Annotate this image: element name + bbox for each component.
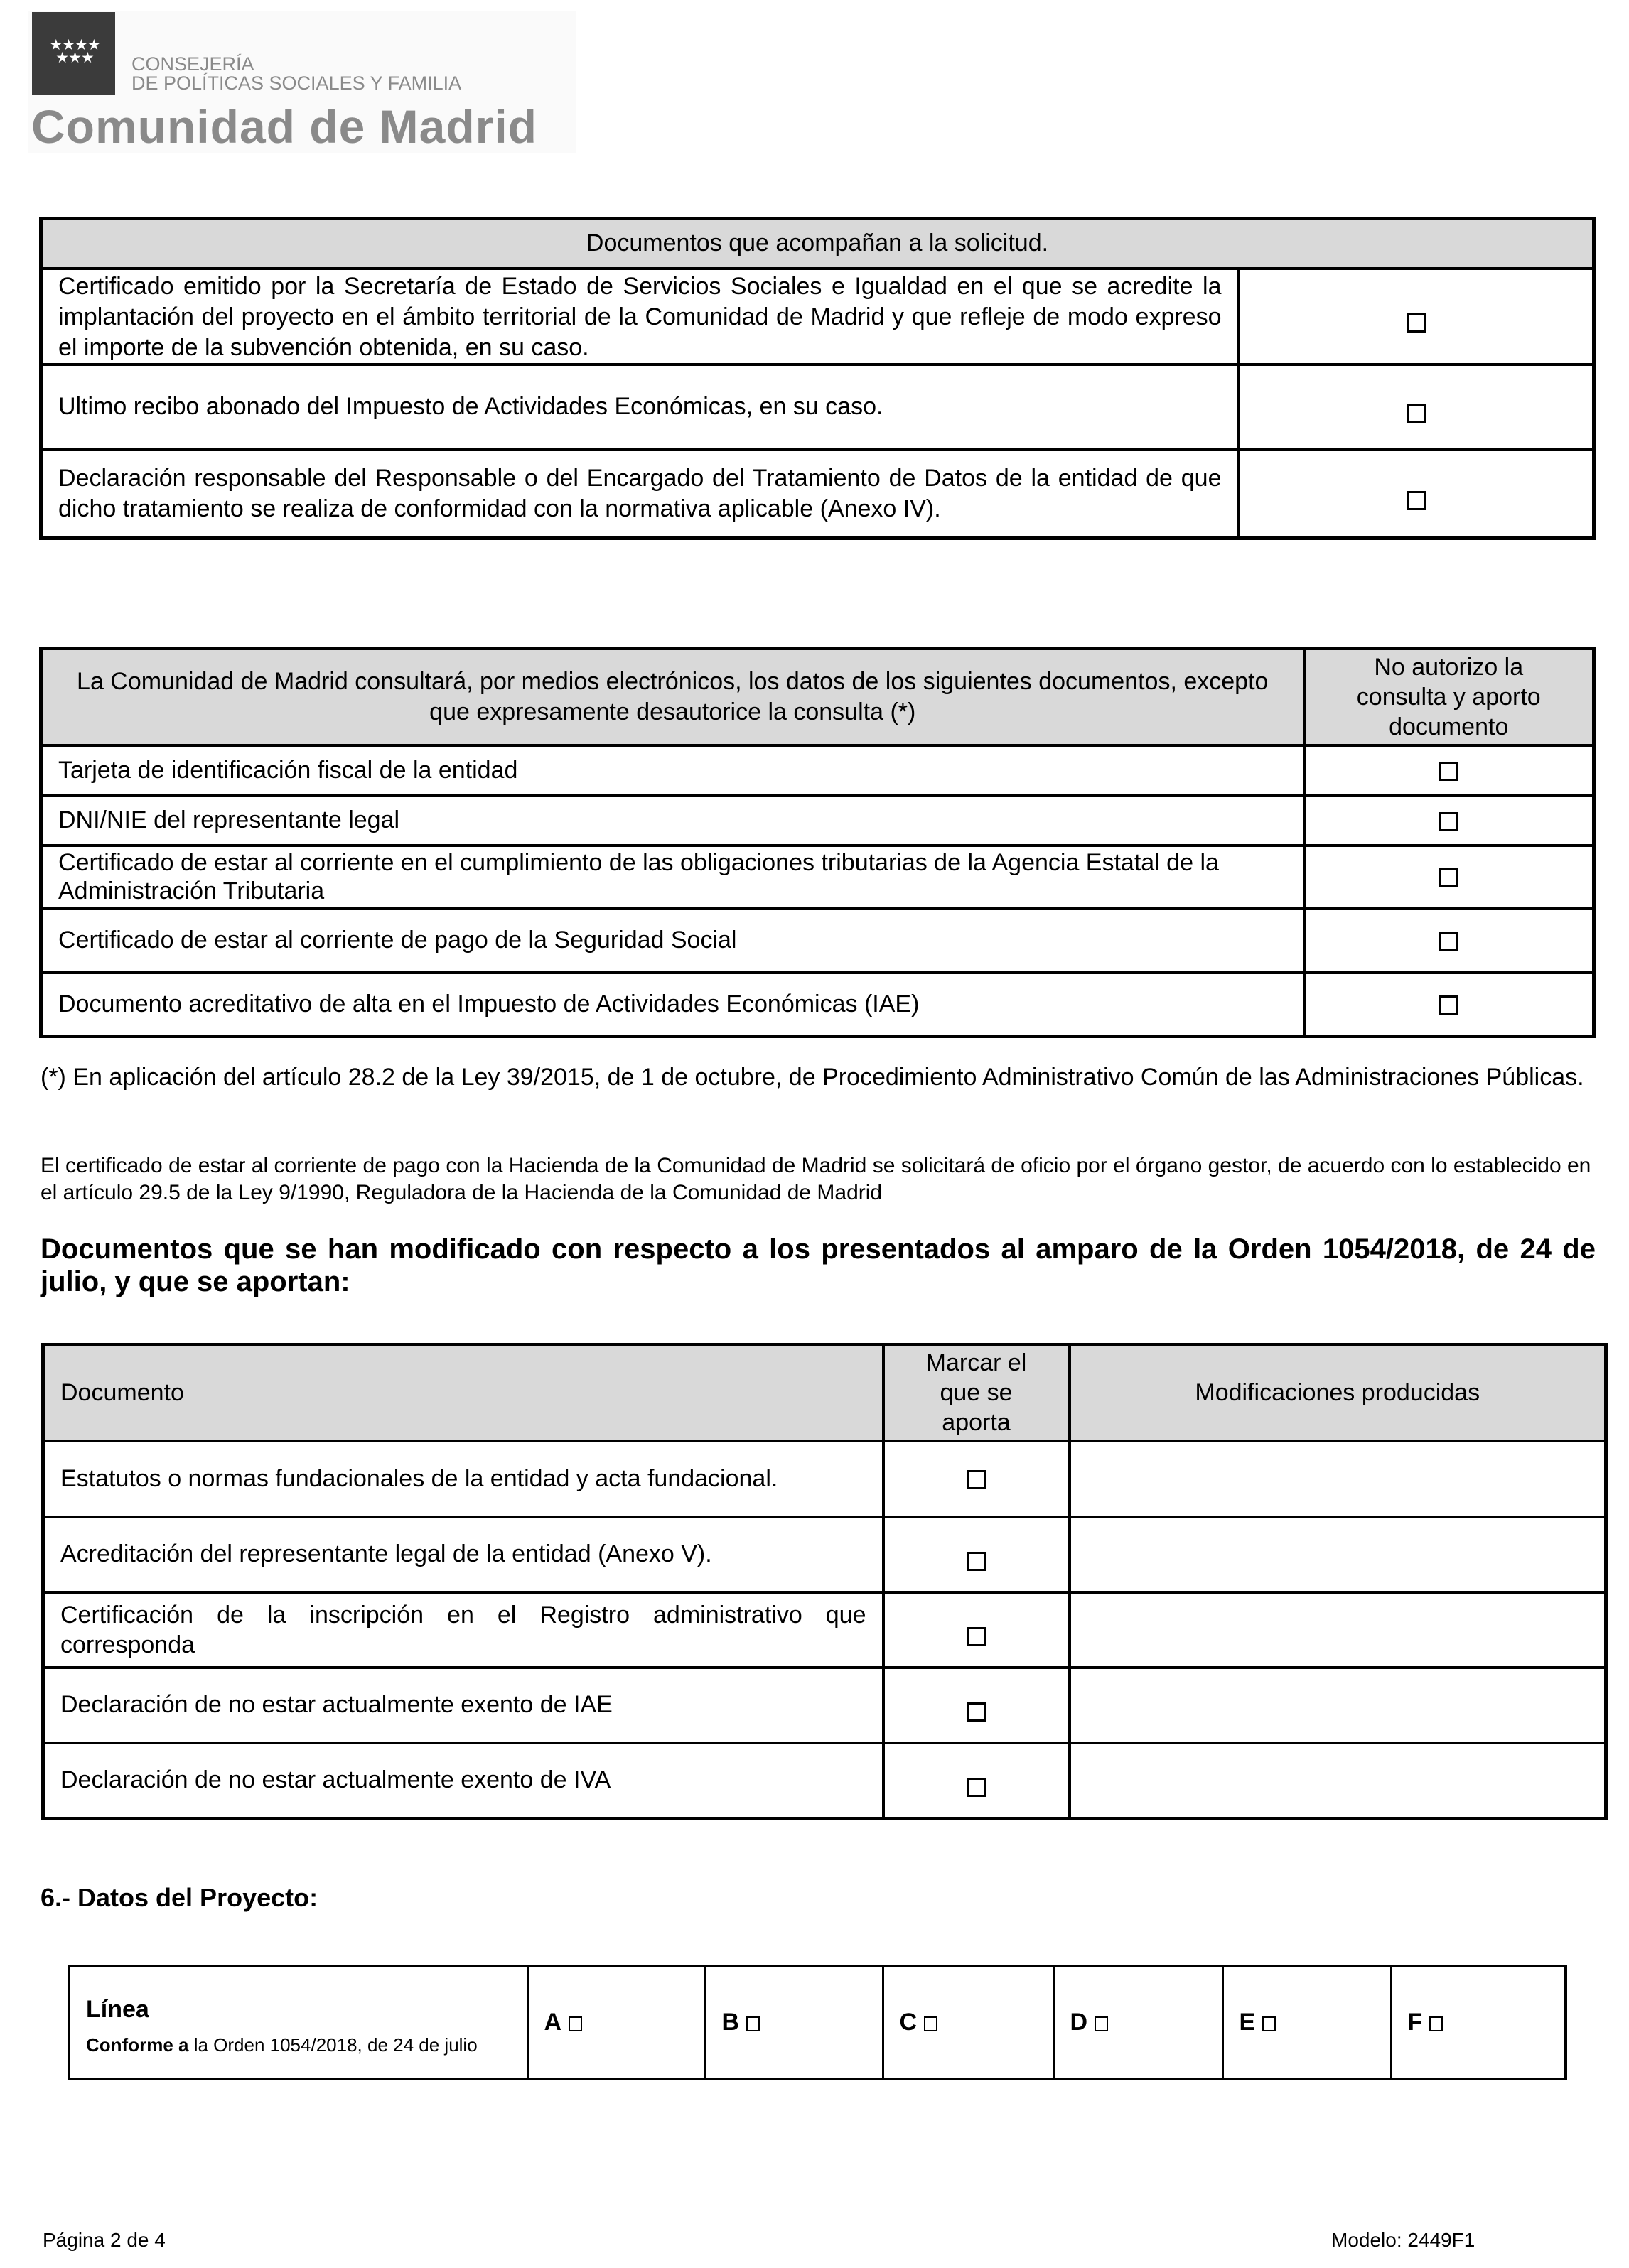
project-line-table <box>68 1965 1567 2080</box>
document-label: Declaración responsable del Responsable o del Encargado del Tratamiento de Datos de la entidad de que dicho tratamiento se realiza de conformidad con la normativa aplicable (Anexo IV). <box>41 450 1239 539</box>
line-option-f[interactable] <box>1391 1966 1566 2079</box>
checkbox[interactable] <box>967 1552 986 1571</box>
line-option-label: E <box>1239 2009 1256 2036</box>
logo-department-line2: DE POLÍTICAS SOCIALES Y FAMILIA <box>131 72 462 94</box>
table-row <box>43 1592 1606 1668</box>
mark-checkbox-cell <box>883 1441 1070 1517</box>
linea-cell <box>69 1966 527 2079</box>
table-row <box>43 1441 1606 1517</box>
checkbox[interactable] <box>1407 404 1426 423</box>
consult-document-label: Certificado de estar al corriente en el cumplimiento de las obligaciones tributarias de la Agencia Estatal de la Administración Tributaria <box>41 846 1304 909</box>
document-label: Certificado emitido por la Secretaría de Estado de Servicios Sociales e Igualdad en el que se acredite la implantación del proyecto en el ámbito territorial de la Comunidad de Madrid y que refleje de modo expreso el importe de la subvención obtenida, en su caso. <box>41 269 1239 364</box>
consult-table <box>39 647 1596 1038</box>
consult-checkbox-cell <box>1304 796 1594 846</box>
checkbox[interactable] <box>967 1778 986 1797</box>
line-option-label: C <box>899 2009 918 2036</box>
stars-icon <box>39 39 110 65</box>
line-option-a[interactable] <box>527 1966 705 2079</box>
logo-name: Comunidad de Madrid <box>31 100 537 153</box>
documents-table-header-row <box>41 219 1594 269</box>
logo <box>28 11 576 153</box>
column-header-mark: Marcar el que se aporta <box>883 1345 1070 1441</box>
table-row <box>41 909 1594 973</box>
changes-field[interactable] <box>1070 1743 1606 1819</box>
table-row <box>41 269 1594 364</box>
checkbox[interactable] <box>1439 812 1458 831</box>
consult-checkbox-cell <box>1304 745 1594 796</box>
line-option-label: A <box>544 2009 562 2036</box>
table-row <box>41 450 1594 539</box>
table-row <box>43 1517 1606 1592</box>
checkbox[interactable] <box>1439 762 1458 781</box>
line-option-label: B <box>721 2009 740 2036</box>
checkbox[interactable] <box>967 1702 986 1722</box>
table-row <box>41 364 1594 450</box>
checkbox[interactable] <box>1262 2016 1276 2031</box>
documents-table-header: Documentos que acompañan a la solicitud. <box>41 219 1594 269</box>
line-option-b[interactable] <box>705 1966 883 2079</box>
modified-document-label: Declaración de no estar actualmente exento de IAE <box>43 1668 883 1743</box>
table-row <box>43 1668 1606 1743</box>
project-section-title: 6.- Datos del Proyecto: <box>41 1883 318 1912</box>
linea-subtitle-bold: Conforme a <box>86 2034 189 2056</box>
changes-field[interactable] <box>1070 1668 1606 1743</box>
changes-field[interactable] <box>1070 1517 1606 1592</box>
mark-checkbox-cell <box>883 1668 1070 1743</box>
modified-documents-heading: Documentos que se han modificado con respecto a los presentados al amparo de la Orden 1054/2018, de 24 de julio, y que se aportan: <box>41 1233 1596 1297</box>
logo-department-line1: CONSEJERÍA <box>131 53 254 75</box>
changes-field[interactable] <box>1070 1441 1606 1517</box>
line-option-d[interactable] <box>1053 1966 1222 2079</box>
consult-document-label: DNI/NIE del representante legal <box>41 796 1304 846</box>
mark-checkbox-cell <box>883 1743 1070 1819</box>
linea-subtitle <box>86 2032 511 2058</box>
checkbox[interactable] <box>967 1470 986 1489</box>
consult-table-header: La Comunidad de Madrid consultará, por medios electrónicos, los datos de los siguientes documentos, excepto que expresamente desautorice la consulta (*) <box>41 649 1304 745</box>
line-option-c[interactable] <box>883 1966 1053 2079</box>
column-header-document: Documento <box>43 1345 883 1441</box>
document-label: Ultimo recibo abonado del Impuesto de Actividades Económicas, en su caso. <box>41 364 1239 450</box>
linea-subtitle-rest: la Orden 1054/2018, de 24 de julio <box>188 2034 478 2056</box>
document-checkbox-cell <box>1239 450 1594 539</box>
changes-field[interactable] <box>1070 1592 1606 1668</box>
checkbox[interactable] <box>1407 313 1426 333</box>
document-checkbox-cell <box>1239 364 1594 450</box>
checkbox[interactable] <box>1095 2016 1108 2031</box>
page-number: Página 2 de 4 <box>43 2229 166 2251</box>
checkbox[interactable] <box>924 2016 937 2031</box>
checkbox[interactable] <box>1439 995 1458 1015</box>
consult-document-label: Documento acreditativo de alta en el Impuesto de Actividades Económicas (IAE) <box>41 973 1304 1037</box>
modified-document-label: Certificación de la inscripción en el Registro administrativo que corresponda <box>43 1592 883 1668</box>
logo-emblem <box>32 12 115 94</box>
logo-department <box>131 55 461 93</box>
modified-document-label: Acreditación del representante legal de la entidad (Anexo V). <box>43 1517 883 1592</box>
table-row <box>43 1743 1606 1819</box>
table-row <box>41 796 1594 846</box>
consult-checkbox-cell <box>1304 909 1594 973</box>
checkbox[interactable] <box>967 1627 986 1646</box>
document-checkbox-cell <box>1239 269 1594 364</box>
consult-checkbox-cell <box>1304 846 1594 909</box>
documents-table <box>39 217 1596 540</box>
checkbox[interactable] <box>1429 2016 1443 2031</box>
footnote-law: (*) En aplicación del artículo 28.2 de la Ley 39/2015, de 1 de octubre, de Procedimiento Administrativo Común de las Administraciones Públicas. <box>41 1064 1584 1091</box>
modified-document-label: Estatutos o normas fundacionales de la entidad y acta fundacional. <box>43 1441 883 1517</box>
consult-table-header-check: No autorizo la consulta y aporto documento <box>1304 649 1594 745</box>
stars-top: ★★★★ <box>49 37 100 53</box>
consult-document-label: Tarjeta de identificación fiscal de la entidad <box>41 745 1304 796</box>
modified-table-header-row <box>43 1345 1606 1441</box>
line-option-label: F <box>1407 2009 1423 2036</box>
table-row <box>41 745 1594 796</box>
footnote-hacienda: El certificado de estar al corriente de pago con la Hacienda de la Comunidad de Madrid se solicitará de oficio por el órgano gestor, de acuerdo con lo establecido en el artículo 29.5 de la Ley 9/1990, Reguladora de la Hacienda de la Comunidad de Madrid <box>41 1154 1591 1204</box>
consult-document-label: Certificado de estar al corriente de pago de la Seguridad Social <box>41 909 1304 973</box>
table-row <box>41 973 1594 1037</box>
consult-checkbox-cell <box>1304 973 1594 1037</box>
model-number: Modelo: 2449F1 <box>1331 2229 1475 2251</box>
column-header-changes: Modificaciones producidas <box>1070 1345 1606 1441</box>
checkbox[interactable] <box>746 2016 760 2031</box>
checkbox[interactable] <box>1439 932 1458 951</box>
checkbox[interactable] <box>1407 491 1426 510</box>
stars-bottom: ★★★ <box>55 50 94 66</box>
mark-checkbox-cell <box>883 1517 1070 1592</box>
modified-documents-table <box>41 1343 1608 1820</box>
line-option-e[interactable] <box>1222 1966 1391 2079</box>
project-line-row <box>69 1966 1566 2079</box>
line-option-label: D <box>1070 2009 1088 2036</box>
checkbox[interactable] <box>569 2016 582 2031</box>
consult-table-header-row <box>41 649 1594 745</box>
checkbox[interactable] <box>1439 868 1458 887</box>
linea-label: Línea <box>86 1995 149 2023</box>
table-row <box>41 846 1594 909</box>
mark-checkbox-cell <box>883 1592 1070 1668</box>
modified-document-label: Declaración de no estar actualmente exento de IVA <box>43 1743 883 1819</box>
